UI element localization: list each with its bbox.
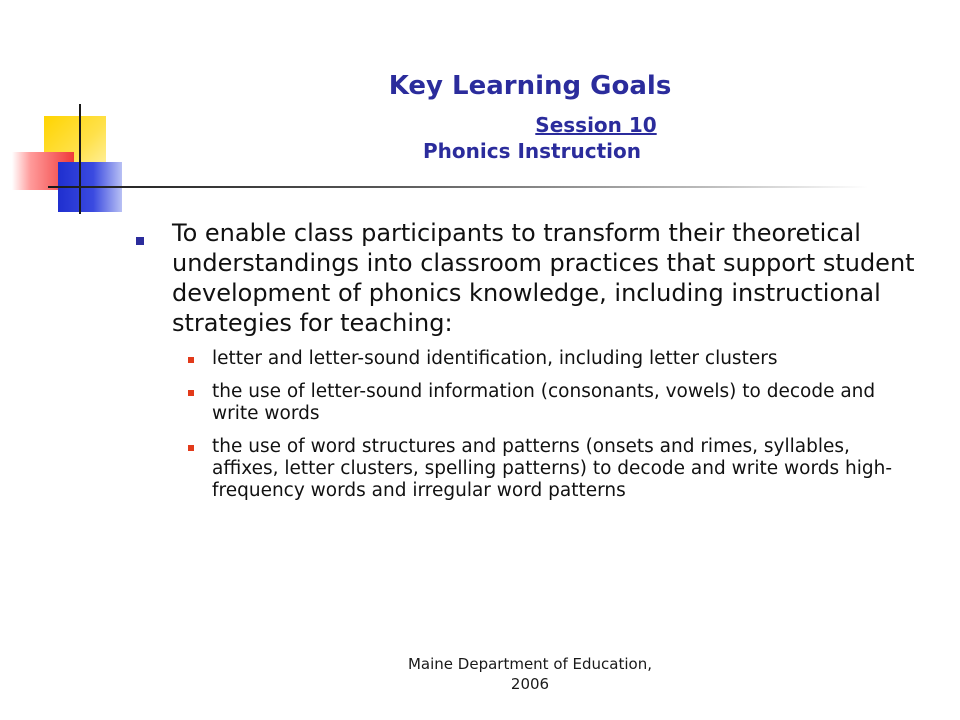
square-bullet-icon <box>136 237 144 245</box>
square-bullet-icon <box>188 445 194 451</box>
sub-bullet-text: the use of word structures and patterns (onsets and rimes, syllables, affixes, letter clusters, spelling patterns) to decode and write words high-frequency words and irregular word patterns <box>212 436 892 501</box>
sub-bullet-list <box>136 348 936 502</box>
square-bullet-icon <box>188 390 194 396</box>
slide-subtitle: Phonics Instruction <box>423 139 641 163</box>
sub-bullet-item <box>136 381 922 425</box>
footer-organization: Maine Department of Education, <box>407 655 652 673</box>
sub-bullet-item <box>136 348 922 370</box>
main-bullet-text: To enable class participants to transform their theoretical understandings into classroom practices that support student development of phonics knowledge, including instructional strategies for teaching: <box>172 219 915 337</box>
sub-bullet-text: letter and letter-sound identification, including letter clusters <box>212 348 778 369</box>
decorative-vertical-line <box>79 104 81 214</box>
slide-footer <box>370 654 690 694</box>
session-link[interactable]: Session 10 <box>535 113 657 137</box>
title-divider-line <box>48 186 868 188</box>
sub-bullet-text: the use of letter-sound information (consonants, vowels) to decode and write words <box>212 381 876 424</box>
slide-title-block <box>300 70 760 164</box>
main-bullet-item <box>136 218 936 338</box>
sub-bullet-item <box>136 436 922 502</box>
slide-body <box>136 218 936 513</box>
footer-year: 2006 <box>510 675 550 693</box>
slide-title: Key Learning Goals <box>388 71 672 101</box>
square-bullet-icon <box>188 357 194 363</box>
